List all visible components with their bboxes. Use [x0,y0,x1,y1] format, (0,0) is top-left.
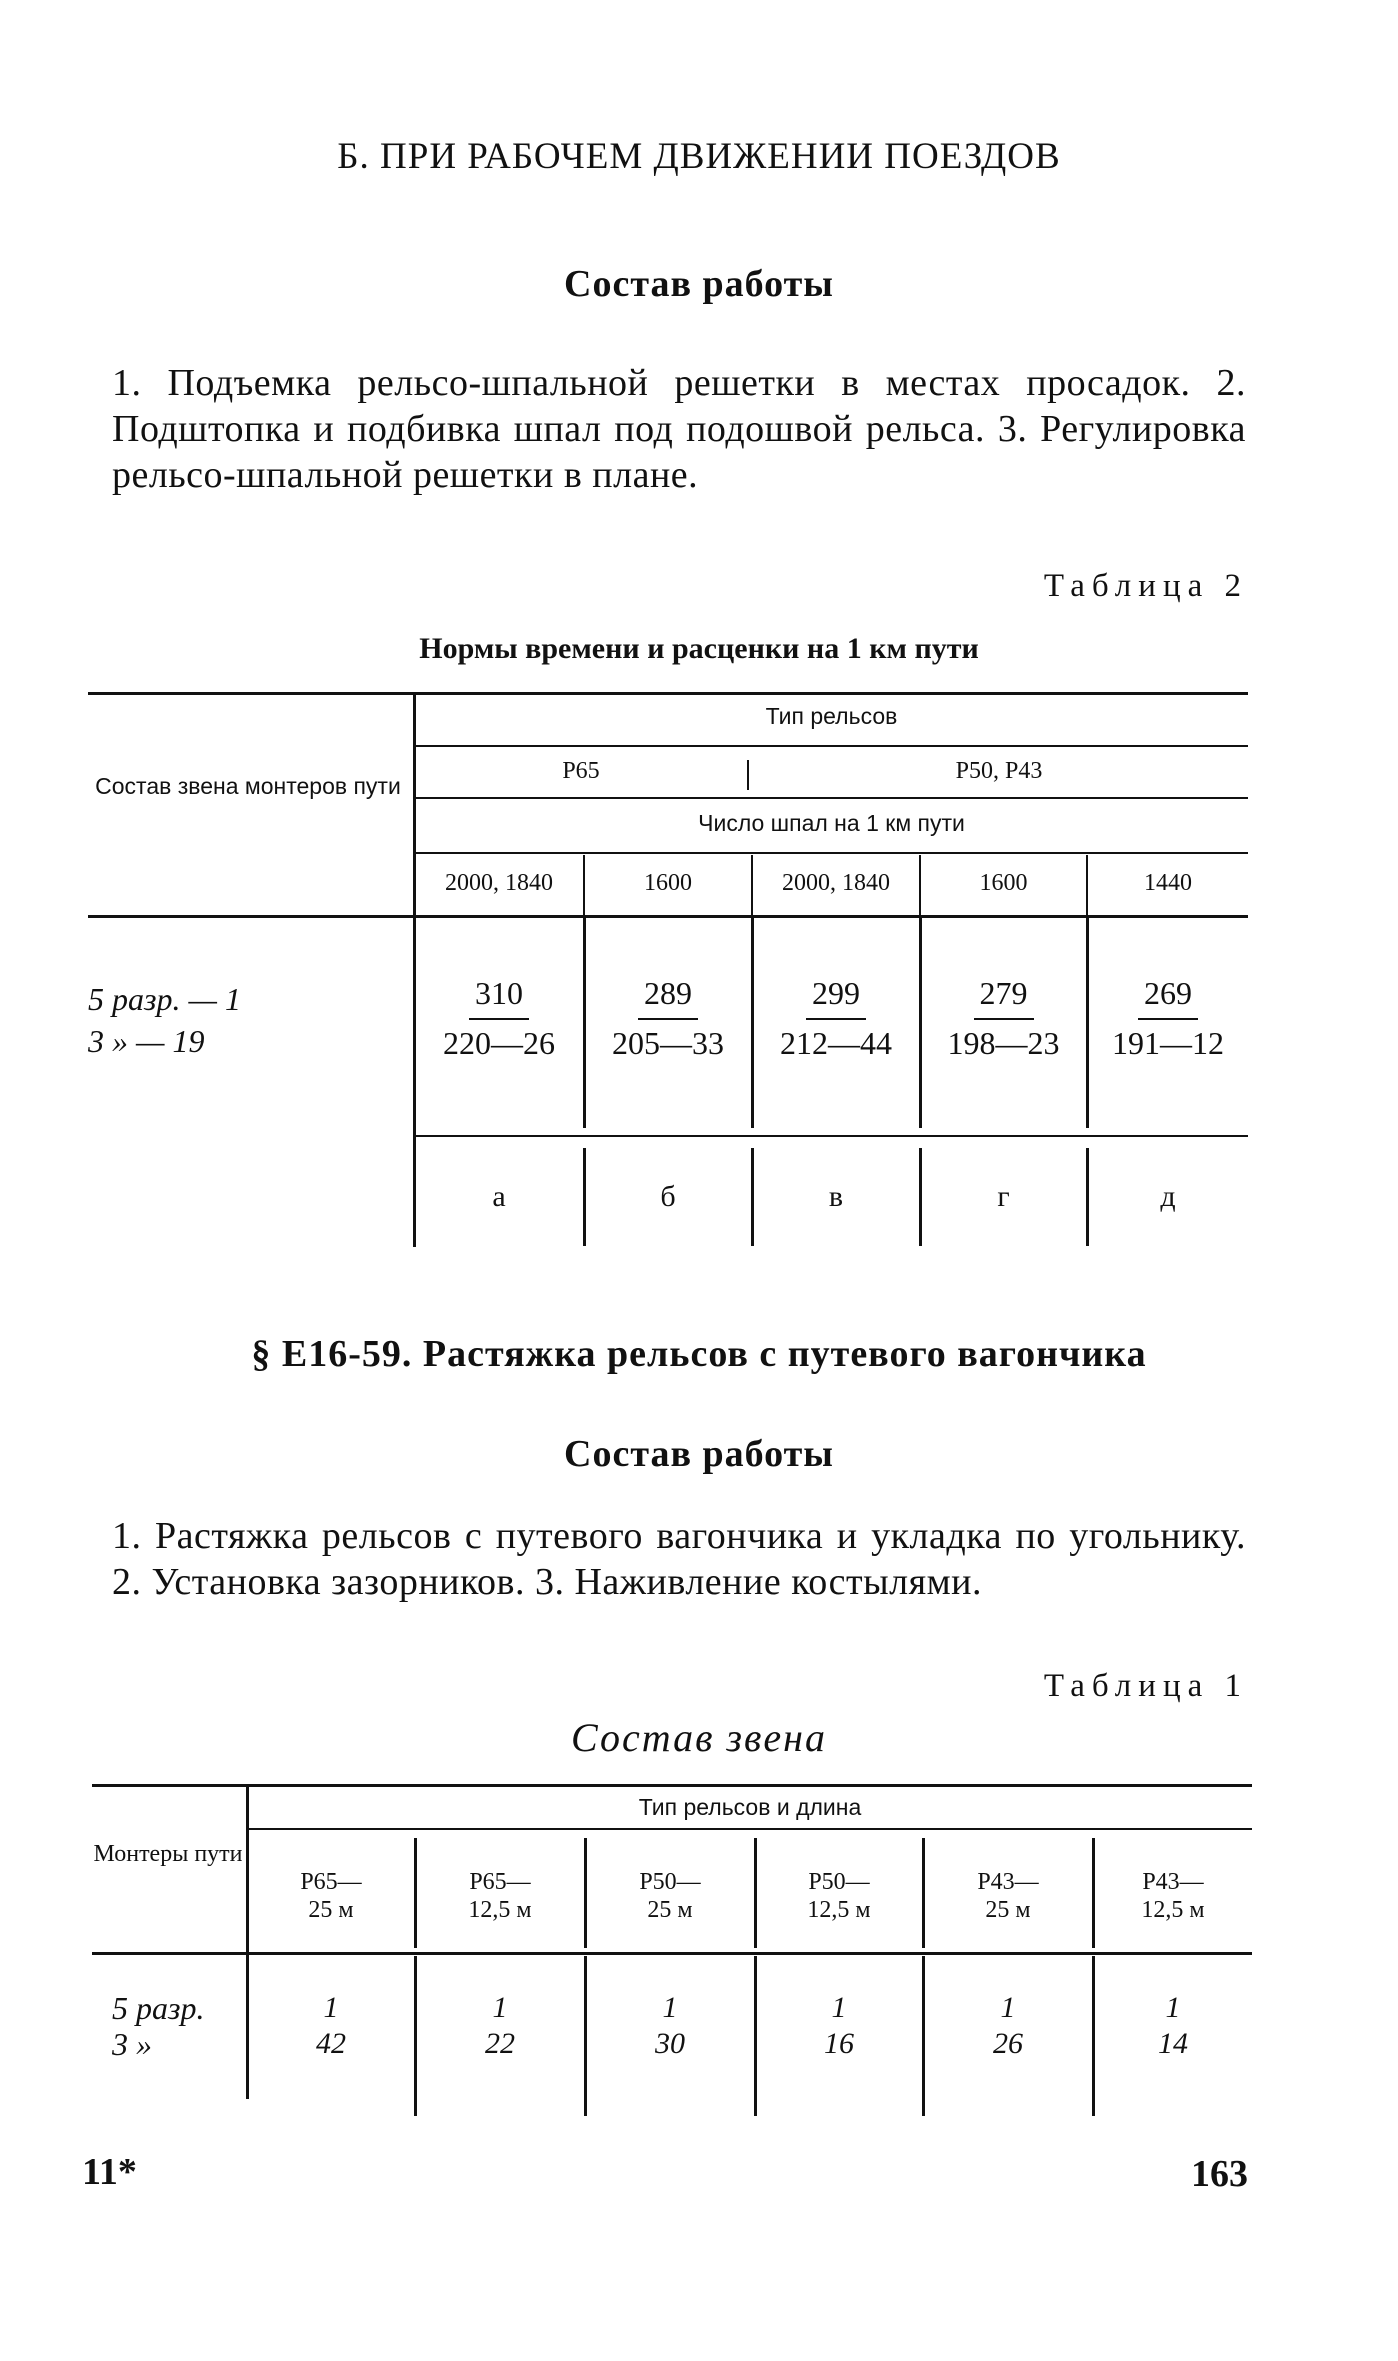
rail-length: 12,5 м [1141,1897,1205,1923]
rate-value: 198—23 [947,1025,1060,1061]
grade5-count: 1 [1000,1991,1016,2024]
grade5-count: 1 [492,1991,508,2024]
column-letter: а [492,1180,506,1213]
column-header [416,1868,584,1924]
time-norm: 289 [638,970,698,1020]
crew-grade5: 5 разр. — 1 [88,981,241,1017]
grade3-count: 14 [1158,2027,1188,2060]
rail-type: Р50— [808,1869,870,1895]
table-rule-header [88,915,1248,918]
grade5-count: 1 [831,1991,847,2024]
norm-cell [1088,970,1248,1066]
column-letter: б [660,1180,676,1213]
table-label: Таблица 2 [1043,568,1248,604]
grade3-count: 16 [824,2027,854,2060]
column-header [248,1868,414,1924]
grade3-count: 26 [993,2027,1023,2060]
table-rule-top [92,1784,1252,1787]
crew-cell [586,1990,754,2062]
rail-length: 12,5 м [807,1897,871,1923]
table-rule [415,1135,1248,1137]
table-label: Таблица 1 [1043,1668,1248,1704]
column-header: 2000, 1840 [445,870,553,896]
norm-cell [585,970,751,1066]
table-rule-top [88,692,1248,695]
table-title: Состав звена [570,1715,827,1760]
column-letter: д [1160,1180,1176,1213]
crew-grade3: 3 » [112,2026,152,2062]
grade5-count: 1 [662,1991,678,2024]
page-number: 163 [1191,2153,1248,2195]
table-divider [747,760,749,790]
rate-value: 191—12 [1112,1025,1224,1061]
table-rule-header [92,1952,1252,1955]
column-header: 2000, 1840 [782,870,890,896]
column-header [924,1868,1092,1924]
rate-value: 205—33 [612,1025,724,1061]
column-letter: г [997,1180,1010,1213]
rail-type-header: Тип рельсов [765,703,898,729]
column-header [756,1868,922,1924]
time-norm: 310 [469,970,529,1020]
time-norm: 279 [974,970,1034,1020]
table-rule [415,745,1248,747]
column-header: 1600 [644,870,692,896]
work-composition-heading: Состав работы [564,263,834,305]
sleepers-header: Число шпал на 1 км пути [698,810,965,836]
crew-cell [1094,1990,1252,2062]
section-heading: § Е16-59. Растяжка рельсов с путевого вагончика [251,1333,1147,1375]
table-title: Нормы времени и расценки на 1 км пути [419,632,979,665]
rate-value: 212—44 [780,1025,892,1061]
crew-grade3: 3 » — 19 [88,1023,205,1059]
column-header [586,1868,754,1924]
crew-cell [756,1990,922,2062]
grade5-count: 1 [1165,1991,1181,2024]
work-description-paragraph: 1. Растяжка рельсов с путевого вагончика и укладка по угольнику. 2. Установка зазорников. 3. Наживление костылями. [112,1515,1246,1603]
crew-header: Состав звена монтеров пути [95,773,401,799]
grade5-count: 1 [323,1991,339,2024]
time-norm: 299 [806,970,866,1020]
crew-grade5: 5 разр. [112,1990,205,2026]
crew-cell [924,1990,1092,2062]
norm-cell [753,970,919,1066]
section-title: Б. ПРИ РАБОЧЕМ ДВИЖЕНИИ ПОЕЗДОВ [337,136,1061,177]
rate-value: 220—26 [443,1025,555,1061]
rail-length: 12,5 м [468,1897,532,1923]
column-header [1094,1868,1252,1924]
rail-length: 25 м [985,1897,1031,1923]
rail-length: 25 м [308,1897,354,1923]
crew-header: Монтеры пути [93,1841,243,1867]
table-rule [415,852,1248,854]
group-r65: Р65 [562,758,600,784]
work-composition-heading: Состав работы [564,1433,834,1475]
column-letter: в [828,1180,844,1213]
rail-header: Тип рельсов и длина [638,1794,862,1820]
rail-type: Р43— [977,1869,1039,1895]
table-rule [415,797,1248,799]
norm-cell [415,970,583,1066]
norm-cell [921,970,1086,1066]
grade3-count: 42 [316,2027,346,2060]
group-r50-r43: Р50, Р43 [955,758,1043,784]
rail-type: Р65— [469,1869,531,1895]
rail-type: Р50— [639,1869,701,1895]
grade3-count: 22 [485,2027,515,2060]
column-header: 1600 [979,870,1028,896]
grade3-count: 30 [655,2027,685,2060]
time-norm: 269 [1138,970,1198,1020]
rail-type: Р65— [300,1869,362,1895]
rail-type: Р43— [1142,1869,1204,1895]
crew-cell [416,1990,584,2062]
signature-mark: 11* [82,2151,137,2193]
table-rule [248,1828,1252,1830]
work-description-paragraph: 1. Подъемка рельсо-шпальной решетки в местах просадок. 2. Подштопка и подбивка шпал под подошвой рельса. 3. Регулировка рельсо-шпальной решетки в плане. [112,362,1246,496]
column-header: 1440 [1144,870,1192,896]
crew-cell [248,1990,414,2062]
rail-length: 25 м [647,1897,693,1923]
